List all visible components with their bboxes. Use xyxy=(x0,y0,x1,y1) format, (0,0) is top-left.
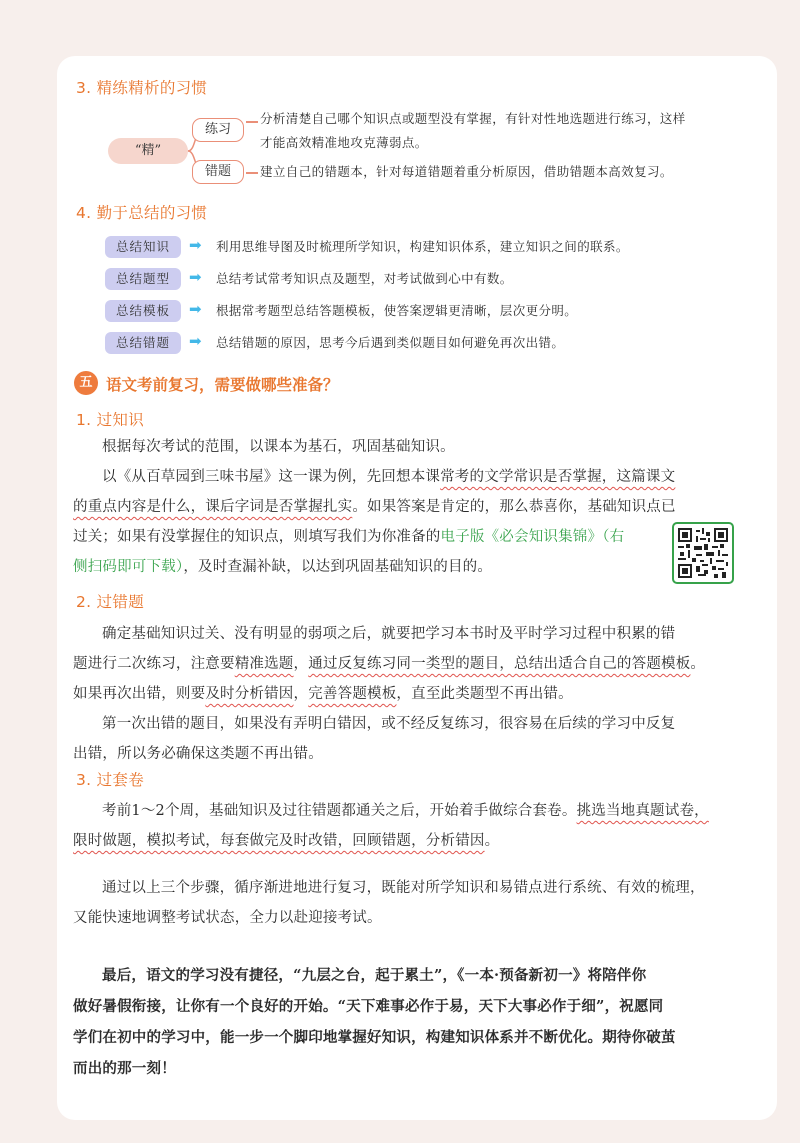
summary-label-templates: 总结模板 xyxy=(105,300,181,322)
summary-label-mistakes: 总结错题 xyxy=(105,332,181,354)
summary-text-templates: 根据常考题型总结答题模板，使答案逻辑更清晰，层次更分明。 xyxy=(216,303,578,318)
branch-practice-text: 分析清楚自己哪个知识点或题型没有掌握，有针对性地选题进行练习，这样 才能高效精准地攻克薄弱点。 xyxy=(260,111,686,150)
summary-label-knowledge: 总结知识 xyxy=(105,236,181,258)
subsection-knowledge-title: 1. 过知识 xyxy=(76,411,145,429)
knowledge-paragraph: 根据每次考试的范围，以课本为基石，巩固基础知识。 以《从百草园到三味书屋》这一课为例，先回想本课常考的文学常识是否掌握，这篇课文 的重点内容是什么，课后字词是否掌握扎实。如果答案是肯定的，那么恭喜你，基础知识点已 过关；如果有没掌握住的知识点，则填写我们为你准备的电子版《必会知识集锦》（右 侧扫码即可下载），及时查漏补缺，以达到巩固基础知识的目的。 xyxy=(73,439,676,575)
section-5-badge: 五 xyxy=(74,371,98,395)
arrow-icon: ➡ xyxy=(189,300,202,318)
subsection-mistakes-title: 2. 过错题 xyxy=(76,593,145,611)
arrow-icon: ➡ xyxy=(189,268,202,286)
section-4-title: 4. 勤于总结的习惯 xyxy=(76,204,208,222)
branch-practice-label: 练习 xyxy=(192,118,244,142)
branch-mistakes-label: 错题 xyxy=(192,160,244,184)
closing-paragraph: 最后，语文的学习没有捷径，“九层之台，起于累土”，《一本·预备新初一》将陪伴你 做好暑假衔接，让你有一个良好的开始。“天下难事必作于易，天下大事必作于细”，祝愿同 学们在初中的学习中，能一步一个脚印地掌握好知识，构建知识体系并不断优化。期待你破茧 而出的那一刻！ xyxy=(73,967,676,1077)
summary-label-types: 总结题型 xyxy=(105,268,181,290)
summary-text-mistakes: 总结错题的原因，思考今后遇到类似题目如何避免再次出错。 xyxy=(216,335,565,350)
summary-text-types: 总结考试常考知识点及题型，对考试做到心中有数。 xyxy=(216,271,513,286)
section-3-title: 3. 精练精析的习惯 xyxy=(76,79,208,97)
mistakes-paragraph: 确定基础知识过关、没有明显的弱项之后，就要把学习本书时及平时学习过程中积累的错 题进行二次练习，注意要精准选题，通过反复练习同一类型的题目，总结出适合自己的答题模板。 如果再次出错，则要及时分析错因，完善答题模板，直至此类题型不再出错。 第一次出错的题目，如果没有弄明白错因，或不经反复练习，很容易在后续的学习中反复 出错，所以务必确保这类题不再出错。 xyxy=(73,626,706,762)
summary-text-knowledge: 利用思维导图及时梳理所学知识，构建知识体系，建立知识之间的联系。 xyxy=(216,239,629,254)
branch-mistakes-text: 建立自己的错题本，针对每道错题着重分析原因，借助错题本高效复习。 xyxy=(260,164,673,179)
subsection-papers-title: 3. 过套卷 xyxy=(76,771,145,789)
jing-node: “精” xyxy=(108,138,188,164)
summary-paragraph: 通过以上三个步骤，循序渐进地进行复习，既能对所学知识和易错点进行系统、有效的梳理， 又能快速地调整考试状态，全力以赴迎接考试。 xyxy=(73,880,705,926)
arrow-icon: ➡ xyxy=(189,236,202,254)
section-5-title: 语文考前复习，需要做哪些准备？ xyxy=(106,376,339,394)
qr-code[interactable] xyxy=(672,522,734,584)
arrow-icon: ➡ xyxy=(189,332,202,350)
papers-paragraph: 考前1～2个周，基础知识及过往错题都通关之后，开始着手做综合套卷。挑选当地真题试卷， 限时做题，模拟考试，每套做完及时改错，回顾错题，分析错因。 xyxy=(73,803,709,849)
